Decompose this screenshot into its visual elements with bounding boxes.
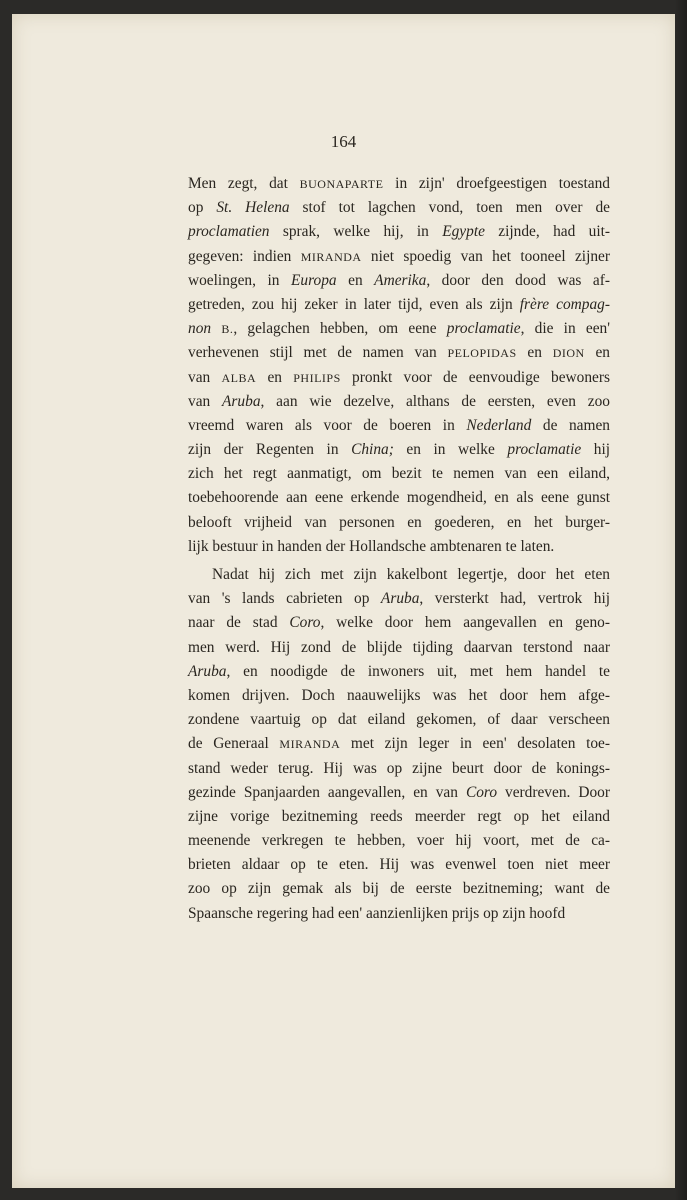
text-run: verhevenen stijl met de namen van — [188, 344, 448, 362]
text-run: , door den dood was af- — [426, 271, 610, 289]
text-run: stof tot lagchen vond, toen men over de — [289, 199, 610, 217]
text-run: getreden, zou hij zeker in later tijd, even als zijn — [188, 295, 520, 313]
text-run: met zijn leger in een' desolaten toe- — [340, 735, 610, 753]
text-line — [188, 829, 610, 853]
italic-term: Nederland — [466, 416, 532, 434]
text-run: verdreven. Door — [497, 783, 610, 801]
small-caps-name: BUONAPARTE — [299, 177, 384, 191]
text-run: toebehoorende aan eene erkende mogendheid, en als eene gunst — [188, 489, 610, 507]
paragraph — [188, 172, 610, 559]
small-caps-name: PHILIPS — [293, 370, 341, 385]
text-line — [188, 341, 610, 365]
text-run: , en noodigde de inwoners uit, met hem handel te — [226, 662, 610, 680]
small-caps-name: MIRANDA — [300, 249, 362, 264]
text-line — [188, 414, 610, 438]
text-run: van — [188, 368, 222, 386]
italic-term: Aruba — [222, 392, 261, 410]
text-run: Men zegt, dat — [188, 175, 300, 192]
text-run: zijne vorige bezitneming reeds meerder regt op het eiland — [188, 807, 610, 825]
text-run: zijnde, had uit- — [484, 223, 610, 241]
italic-term: Amerika — [374, 271, 427, 289]
text-line — [188, 877, 610, 901]
italic-term: frère compag- — [519, 295, 611, 313]
text-run: gegeven: indien — [188, 247, 301, 265]
text-line — [188, 563, 610, 587]
text-line — [188, 511, 610, 535]
italic-term: non — [188, 320, 212, 338]
text-line — [188, 902, 610, 926]
text-line — [188, 708, 610, 732]
text-line — [188, 535, 610, 559]
text-run: woelingen, in — [188, 271, 291, 289]
italic-term: Aruba — [188, 662, 227, 680]
text-run: brieten aldaar op te eten. Hij was evenwel toen niet meer — [188, 856, 610, 874]
text-run: komen drijven. Doch naauwelijks was het door hem afge- — [188, 686, 610, 704]
text-run: naar de stad — [188, 614, 290, 632]
text-line — [188, 587, 610, 611]
text-line — [188, 732, 610, 756]
page-edge-shadow — [675, 0, 687, 1200]
text-run: de namen — [531, 416, 610, 434]
text-line — [188, 486, 610, 510]
text-run: op — [188, 199, 217, 217]
small-caps-name: PELOPIDAS — [447, 346, 517, 361]
text-line — [188, 269, 610, 293]
italic-term: China; — [351, 441, 394, 459]
text-run: niet spoedig van het tooneel zijner — [361, 247, 611, 265]
page-number: 164 — [330, 132, 357, 151]
book-page — [12, 14, 675, 1188]
text-run: lijk bestuur in handen der Hollandsche ambtenaren te laten. — [188, 537, 555, 555]
text-line — [188, 757, 610, 781]
text-line — [188, 390, 610, 414]
text-line — [188, 660, 610, 684]
text-run: vreemd waren als voor de boeren in — [188, 416, 467, 434]
text-run: en — [336, 271, 375, 289]
text-run: pronkt voor de eenvoudige bewoners — [340, 368, 610, 386]
text-run: zich het regt aanmatigt, om bezit te nemen van een eiland, — [188, 465, 610, 483]
text-run — [211, 320, 221, 337]
paragraph — [188, 563, 610, 926]
italic-term: proclamatie — [446, 320, 521, 338]
text-run: en — [256, 368, 294, 386]
text-run: hij — [581, 441, 610, 459]
text-line — [188, 317, 610, 341]
text-run: en — [584, 344, 610, 362]
text-run: meenende verkregen te hebben, voer hij voort, met de ca- — [188, 832, 610, 850]
text-run: en — [516, 344, 553, 362]
text-line — [188, 366, 610, 390]
italic-term: proclamatien — [188, 223, 270, 241]
italic-term: Egypte — [442, 223, 485, 241]
text-run: gezinde Spanjaarden aangevallen, en van — [188, 783, 466, 801]
text-run: stand weder terug. Hij was op zijne beurt door de konings- — [188, 759, 610, 777]
text-line — [188, 172, 610, 196]
text-run: , gelagchen hebben, om eene — [233, 320, 447, 338]
text-line — [188, 853, 610, 877]
text-line — [188, 196, 610, 220]
text-line — [188, 293, 610, 317]
text-line — [188, 805, 610, 829]
text-run: , die in een' — [520, 320, 610, 338]
text-line — [188, 684, 610, 708]
text-line — [188, 636, 610, 660]
text-line — [188, 245, 610, 269]
text-line — [188, 462, 610, 486]
text-run: Nadat hij zich met zijn kakelbont legertje, door het eten — [212, 566, 610, 583]
text-run: sprak, welke hij, in — [269, 223, 443, 241]
text-run: , aan wie dezelve, althans de eersten, even zoo — [260, 392, 610, 410]
small-caps-name: MIRANDA — [279, 737, 341, 752]
text-line — [188, 781, 610, 805]
italic-term: proclamatie — [507, 441, 582, 459]
text-run: in zijn' droefgeestigen toestand — [383, 175, 610, 192]
small-caps-name: DION — [552, 346, 585, 361]
text-run: van 's lands cabrieten op — [188, 590, 381, 608]
text-run: men werd. Hij zond de blijde tijding daarvan terstond naar — [188, 638, 610, 656]
text-line — [188, 611, 610, 635]
body-text — [188, 172, 610, 926]
text-run: Spaansche regering had een' aanzienlijken prijs op zijn hoofd — [188, 904, 566, 922]
text-run: de Generaal — [188, 735, 280, 753]
italic-term: St. Helena — [216, 199, 290, 217]
italic-term: Aruba — [380, 590, 420, 608]
text-run: , welke door hem aangevallen en geno- — [320, 614, 610, 632]
text-run: zijn der Regenten in — [188, 441, 352, 459]
text-line — [188, 438, 610, 462]
text-run: belooft vrijheid van personen en goederen, en het burger- — [188, 513, 610, 531]
italic-term: Europa — [290, 271, 337, 289]
text-line — [188, 220, 610, 244]
text-run: van — [188, 392, 223, 410]
small-caps-name: B. — [221, 322, 234, 337]
italic-term: Coro — [289, 614, 321, 632]
small-caps-name: ALBA — [221, 370, 257, 385]
italic-term: Coro — [465, 783, 498, 801]
text-run: en in welke — [393, 441, 508, 459]
text-run: , versterkt had, vertrok hij — [419, 590, 610, 608]
text-run: zoo op zijn gemak als bij de eerste bezitneming; want de — [188, 880, 610, 898]
text-run: zondene vaartuig op dat eiland gekomen, of daar verscheen — [188, 711, 610, 729]
